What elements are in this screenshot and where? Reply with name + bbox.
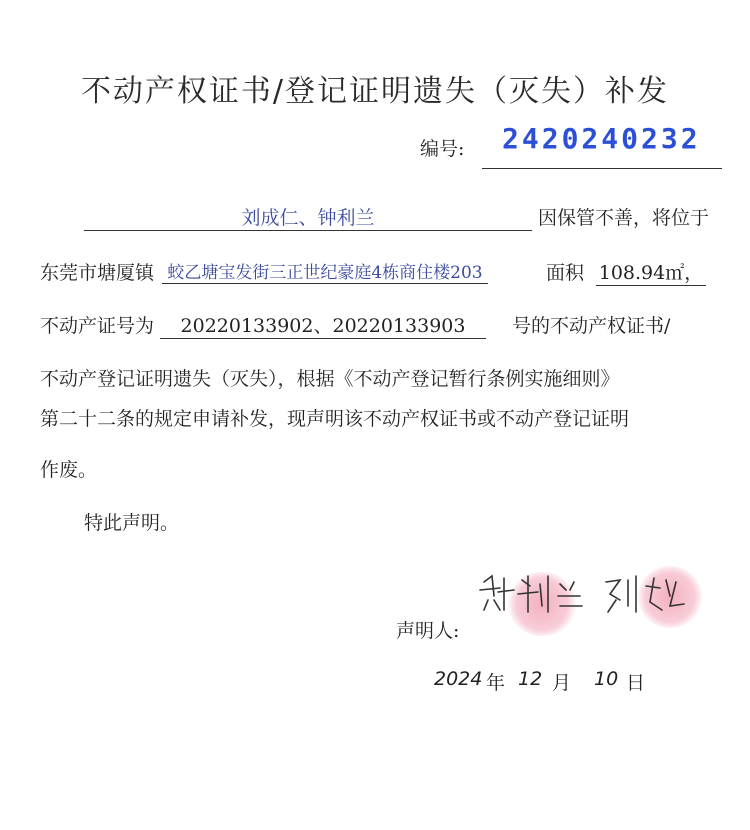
area-label: 面积 (546, 262, 585, 284)
document-number-row (420, 122, 740, 174)
owners-field: 刘成仁、钟利兰 (84, 203, 532, 231)
document-title: 不动产权证书/登记证明遗失（灭失）补发 (80, 74, 670, 109)
closing-statement: 特此声明。 (84, 512, 180, 534)
handwritten-signature (470, 566, 710, 636)
number-label: 编号: (420, 138, 465, 160)
area-value: 108.94㎡， (598, 262, 704, 284)
date-month: 12 (518, 668, 543, 690)
area-field (596, 258, 706, 286)
body-line-3: 作废。 (40, 459, 98, 481)
document-number: 2420240232 (502, 122, 701, 155)
body-line-2: 第二十二条的规定申请补发，现声明该不动产权证书或不动产登记证明 (40, 408, 630, 430)
date-day: 10 (594, 668, 619, 690)
text-after-owners: 因保管不善，将位于 (538, 207, 710, 229)
signature-area (470, 566, 710, 636)
number-underline (482, 168, 722, 169)
body-line-1: 不动产登记证明遗失（灭失），根据《不动产登记暂行条例实施细则》 (40, 368, 620, 390)
date-year-unit: 年 (486, 672, 506, 694)
declarant-label: 声明人: (396, 620, 460, 642)
date-year: 2024 (434, 668, 483, 690)
date-month-unit: 月 (552, 672, 572, 694)
cert-label: 不动产证号为 (40, 315, 155, 337)
location-prefix: 东莞市塘厦镇 (40, 262, 155, 284)
date-day-unit: 日 (626, 672, 646, 694)
address-field: 蛟乙塘宝发街三正世纪豪庭4栋商住楼203 (162, 258, 488, 284)
cert-suffix: 号的不动产权证书/ (512, 315, 671, 337)
cert-numbers-field: 20220133902、20220133903 (160, 311, 486, 339)
